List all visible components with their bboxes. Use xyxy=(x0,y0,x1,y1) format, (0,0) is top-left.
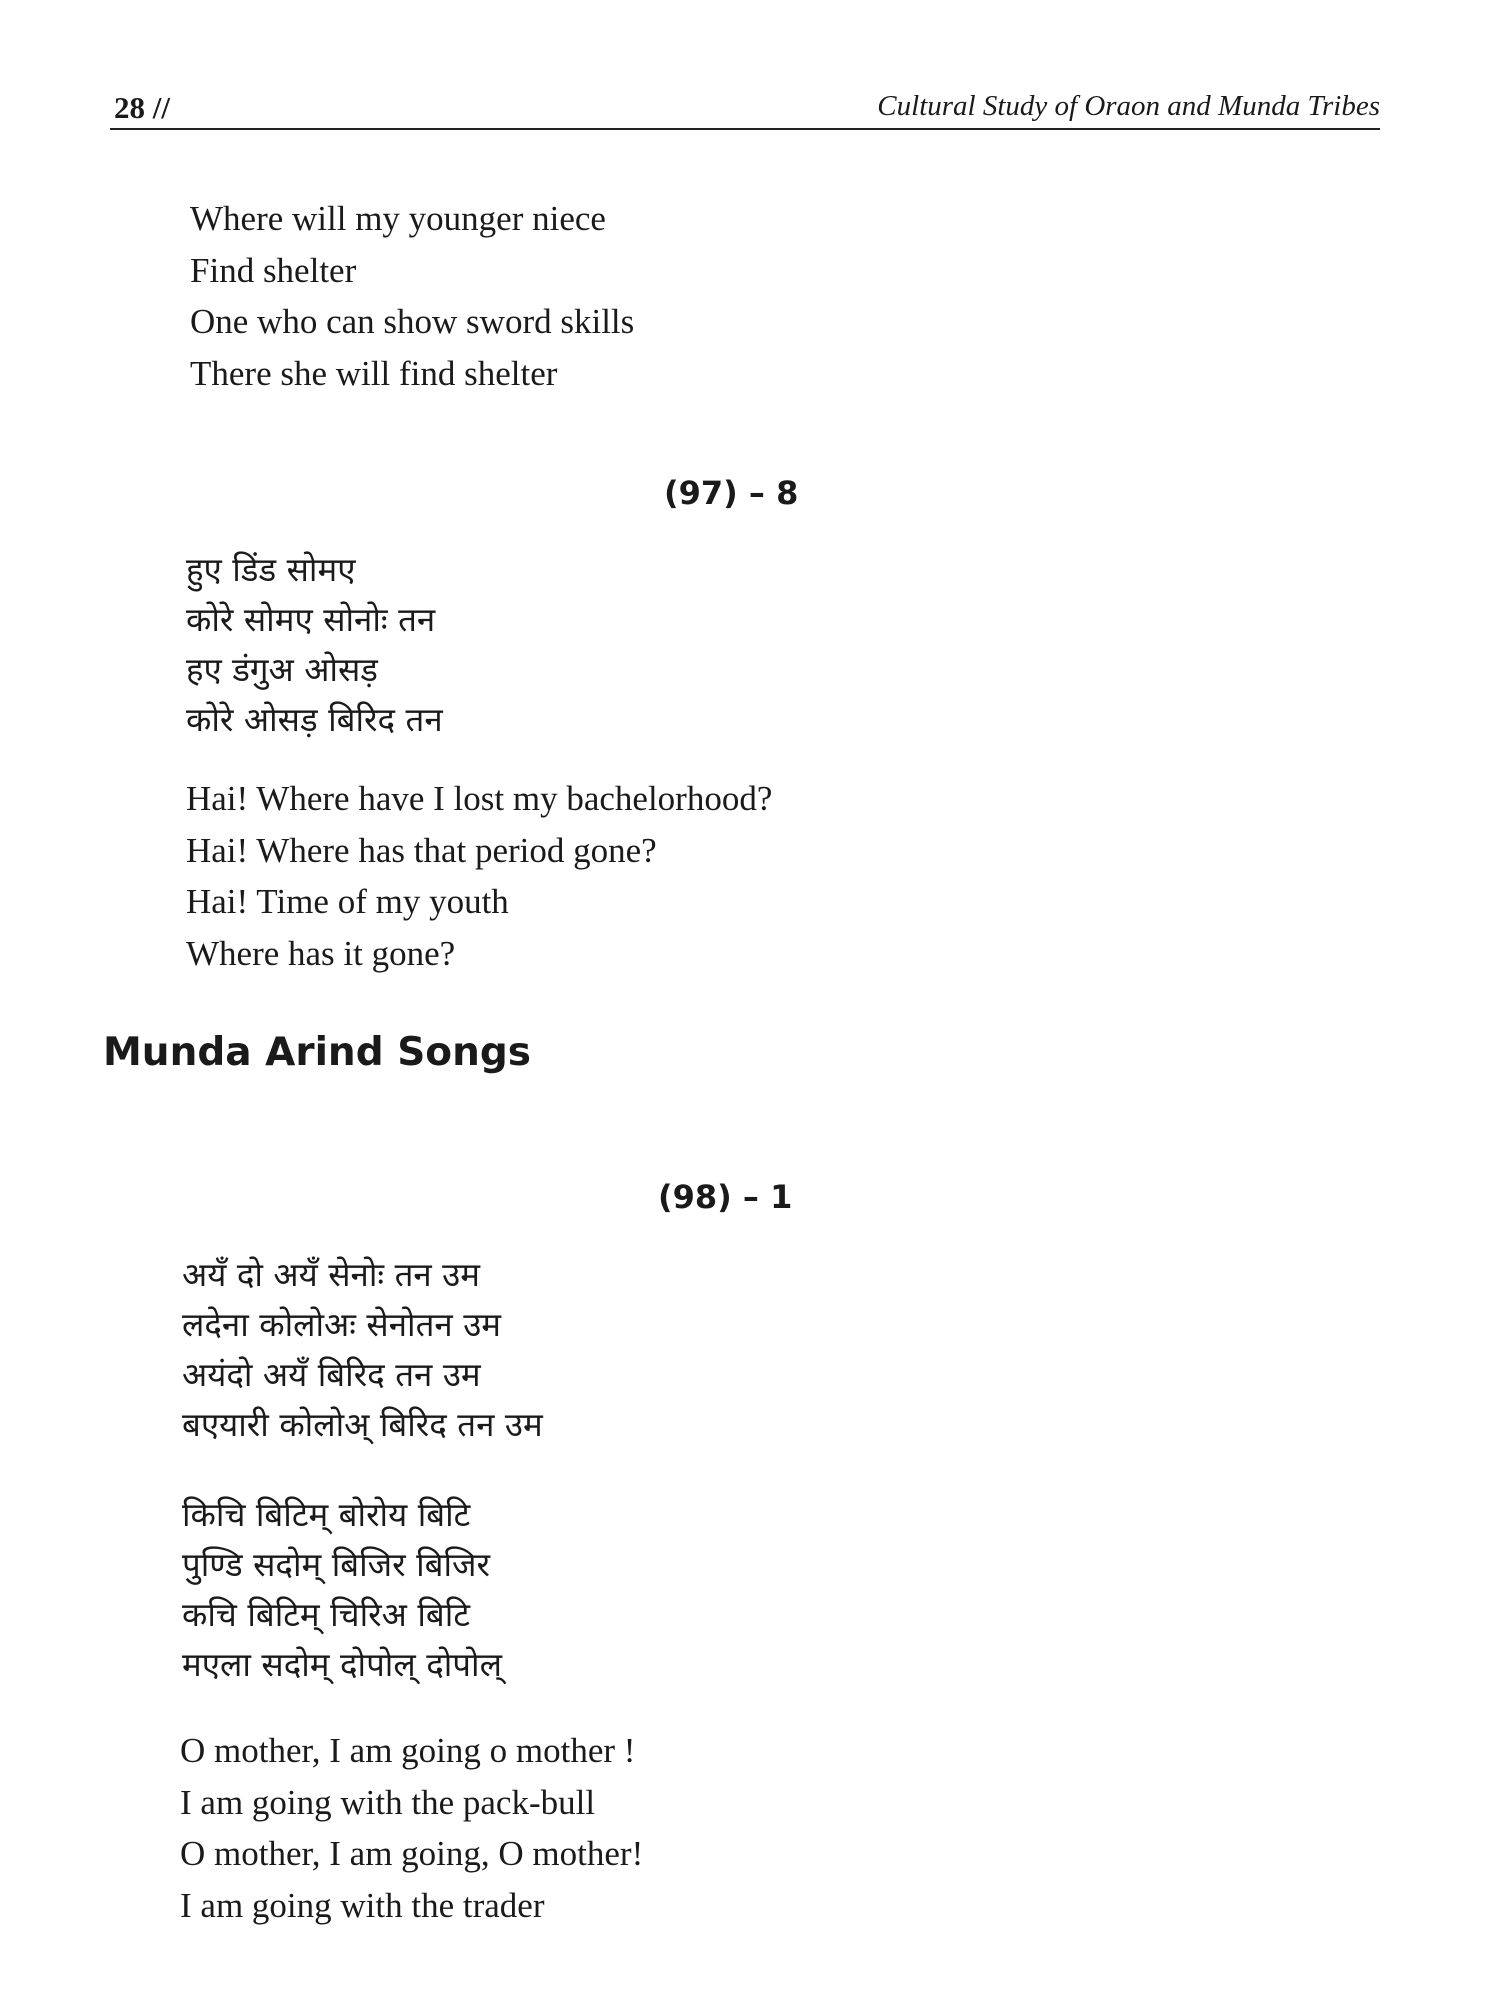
verse-line: लदेना कोलोअः सेनोतन उम xyxy=(182,1305,502,1344)
song-number-98: (98) – 1 xyxy=(658,1178,793,1216)
verse-line: हए डंगुअ ओसड़ xyxy=(186,650,378,689)
song-number-97: (97) – 8 xyxy=(664,474,799,512)
verse-line: One who can show sword skills xyxy=(190,302,635,341)
intro-stanza xyxy=(190,193,634,399)
verse-line: अयंदो अयँ बिरिद तन उम xyxy=(182,1355,481,1394)
verse-line: Find shelter xyxy=(190,250,357,290)
verse-line: पुण्डि सदोम् बिजिर बिजिर xyxy=(182,1545,491,1584)
verse-line: I am going with the trader xyxy=(180,1885,545,1925)
verse-line: Hai! Time of my youth xyxy=(186,882,509,921)
verse-line: किचि बिटिम् बोरोय बिटि xyxy=(182,1495,471,1534)
verse-line: Hai! Where has that period gone? xyxy=(186,830,657,870)
verse-line: I am going with the pack-bull xyxy=(180,1782,596,1822)
song-97-hindi-stanza xyxy=(186,545,443,745)
song-98-hindi-stanza-1 xyxy=(182,1250,543,1450)
verse-line: कचि बिटिम् चिरिअ बिटि xyxy=(182,1595,470,1634)
verse-line: बएयारी कोलोअ् बिरिद तन उम xyxy=(182,1405,543,1444)
verse-line: There she will find shelter xyxy=(190,353,558,393)
verse-line: हुए डिंड सोमए xyxy=(186,550,356,589)
running-title: Cultural Study of Oraon and Munda Tribes xyxy=(877,90,1380,122)
verse-line: O mother, I am going, O mother! xyxy=(180,1834,644,1873)
verse-line: मएला सदोम् दोपोल् दोपोल् xyxy=(182,1645,502,1684)
verse-line: Where has it gone? xyxy=(186,933,456,973)
song-98-hindi-stanza-2 xyxy=(182,1490,502,1690)
verse-line: अयँ दो अयँ सेनोः तन उम xyxy=(182,1255,481,1294)
song-97-english-stanza xyxy=(186,773,772,979)
verse-line: Where will my younger niece xyxy=(190,199,606,238)
song-98-english-stanza xyxy=(180,1725,643,1931)
page-header xyxy=(110,82,1380,130)
verse-line: O mother, I am going o mother ! xyxy=(180,1731,636,1770)
verse-line: कोरे सोमए सोनोः तन xyxy=(186,600,436,639)
page-number: 28 // xyxy=(114,90,170,125)
section-title: Munda Arind Songs xyxy=(103,1030,531,1075)
verse-line: Hai! Where have I lost my bachelorhood? xyxy=(186,779,773,818)
verse-line: कोरे ओसड़ बिरिद तन xyxy=(186,700,443,739)
